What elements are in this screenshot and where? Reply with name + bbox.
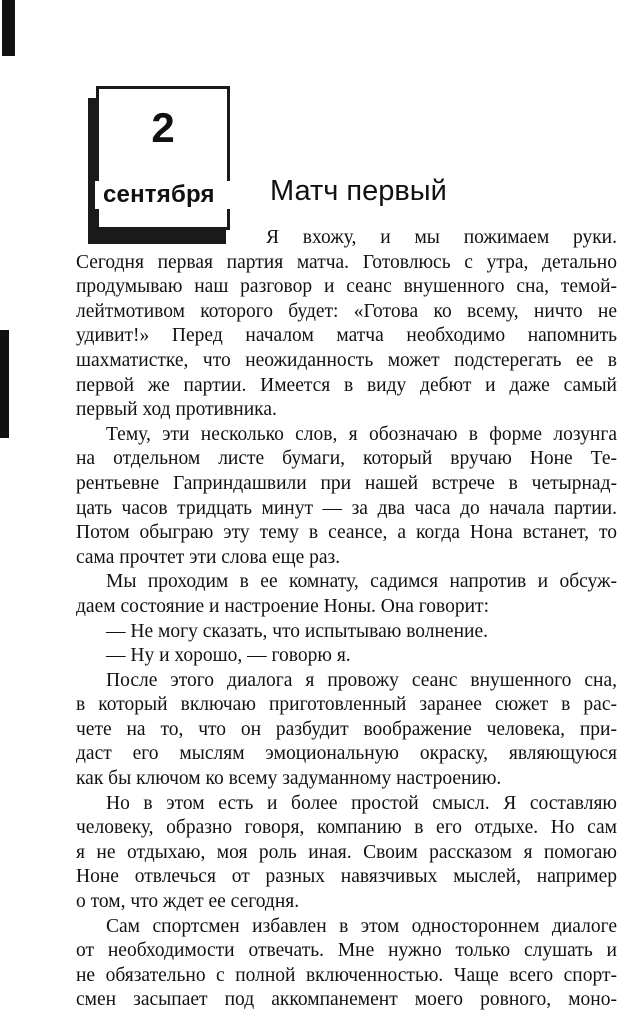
- date-day: 2: [151, 104, 175, 151]
- text-line: даст его мыслям эмоциональную окраску, являющуюся: [76, 743, 617, 765]
- text-line: первой же партии. Имеется в виду дебют и даже самый: [76, 374, 617, 396]
- text-line: я не отдыхаю, моя роль иная. Своим рассказом я помогаю: [76, 841, 617, 863]
- text-line: в который включаю приготовленный заранее сюжет в рас-: [76, 694, 617, 716]
- text-line: Но в этом есть и более простой смысл. Я составляю: [106, 792, 617, 814]
- text-line: чете на то, что он разбудит воображение человека, при-: [76, 718, 617, 740]
- text-line: человеку, образно говоря, компанию в его отдыхе. Но сам: [76, 817, 617, 839]
- text-line: сама прочтет эти слова еще раз.: [76, 546, 341, 568]
- page-edge-mark: [2, 0, 15, 56]
- text-line: удивит!» Перед началом матча необходимо напомнить: [76, 325, 617, 347]
- text-line: рентьевне Гаприндашвили при нашей встрече в четырнад-: [76, 472, 617, 494]
- text-line: — Ну и хорошо, — говорю я.: [106, 645, 351, 667]
- text-line: Ноне отвлечься от разных навязчивых мыслей, например: [76, 866, 617, 888]
- text-line: После этого диалога я провожу сеанс внушенного сна,: [106, 669, 617, 691]
- text-line: продумываю наш разговор и сеанс внушенного сна, темой-: [76, 276, 617, 298]
- text-line: Потом обыграю эту тему в сеансе, а когда Нона встанет, то: [76, 522, 617, 544]
- text-line: шахматистке, что неожиданность может подстерегать ее в: [76, 349, 617, 371]
- body-text: [76, 226, 617, 1013]
- text-line: Я вхожу, и мы пожимаем руки.: [266, 227, 617, 248]
- text-line: Сам спортсмен избавлен в этом одностороннем диалоге: [106, 915, 617, 937]
- text-line: цать часов тридцать минут — за два часа до начала партии.: [76, 497, 617, 519]
- text-line: Сегодня первая партия матча. Готовлюсь с утра, детально: [76, 251, 617, 273]
- text-line: смен засыпает под аккомпанемент моего ровного, моно-: [76, 989, 617, 1011]
- text-line: первый ход противника.: [76, 399, 277, 421]
- date-month: сентября: [95, 181, 243, 209]
- text-line: на отдельном листе бумаги, который вручаю Ноне Те-: [76, 448, 617, 470]
- page-edge-mark: [0, 330, 9, 438]
- text-line: Тему, эти несколько слов, я обозначаю в форме лозунга: [106, 423, 617, 445]
- chapter-title: Матч первый: [270, 175, 447, 207]
- text-line: о том, что ждет ее сегодня.: [76, 891, 300, 913]
- text-line: даем состояние и настроение Ноны. Она говорит:: [76, 595, 489, 617]
- text-line: от необходимости отвечать. Мне нужно только слушать и: [76, 940, 617, 962]
- text-line: как бы ключом ко всему задуманному настроению.: [76, 768, 502, 790]
- date-card: [96, 86, 230, 230]
- date-badge: [88, 86, 238, 244]
- text-line: лейтмотивом которого будет: «Готова ко всему, ничто не: [76, 300, 617, 322]
- text-line: Мы проходим в ее комнату, садимся напротив и обсуж-: [106, 571, 617, 593]
- text-line: — Не могу сказать, что испытываю волнение.: [106, 620, 488, 642]
- text-line: не обязательно с полной включенностью. Чаще всего спорт-: [76, 964, 617, 986]
